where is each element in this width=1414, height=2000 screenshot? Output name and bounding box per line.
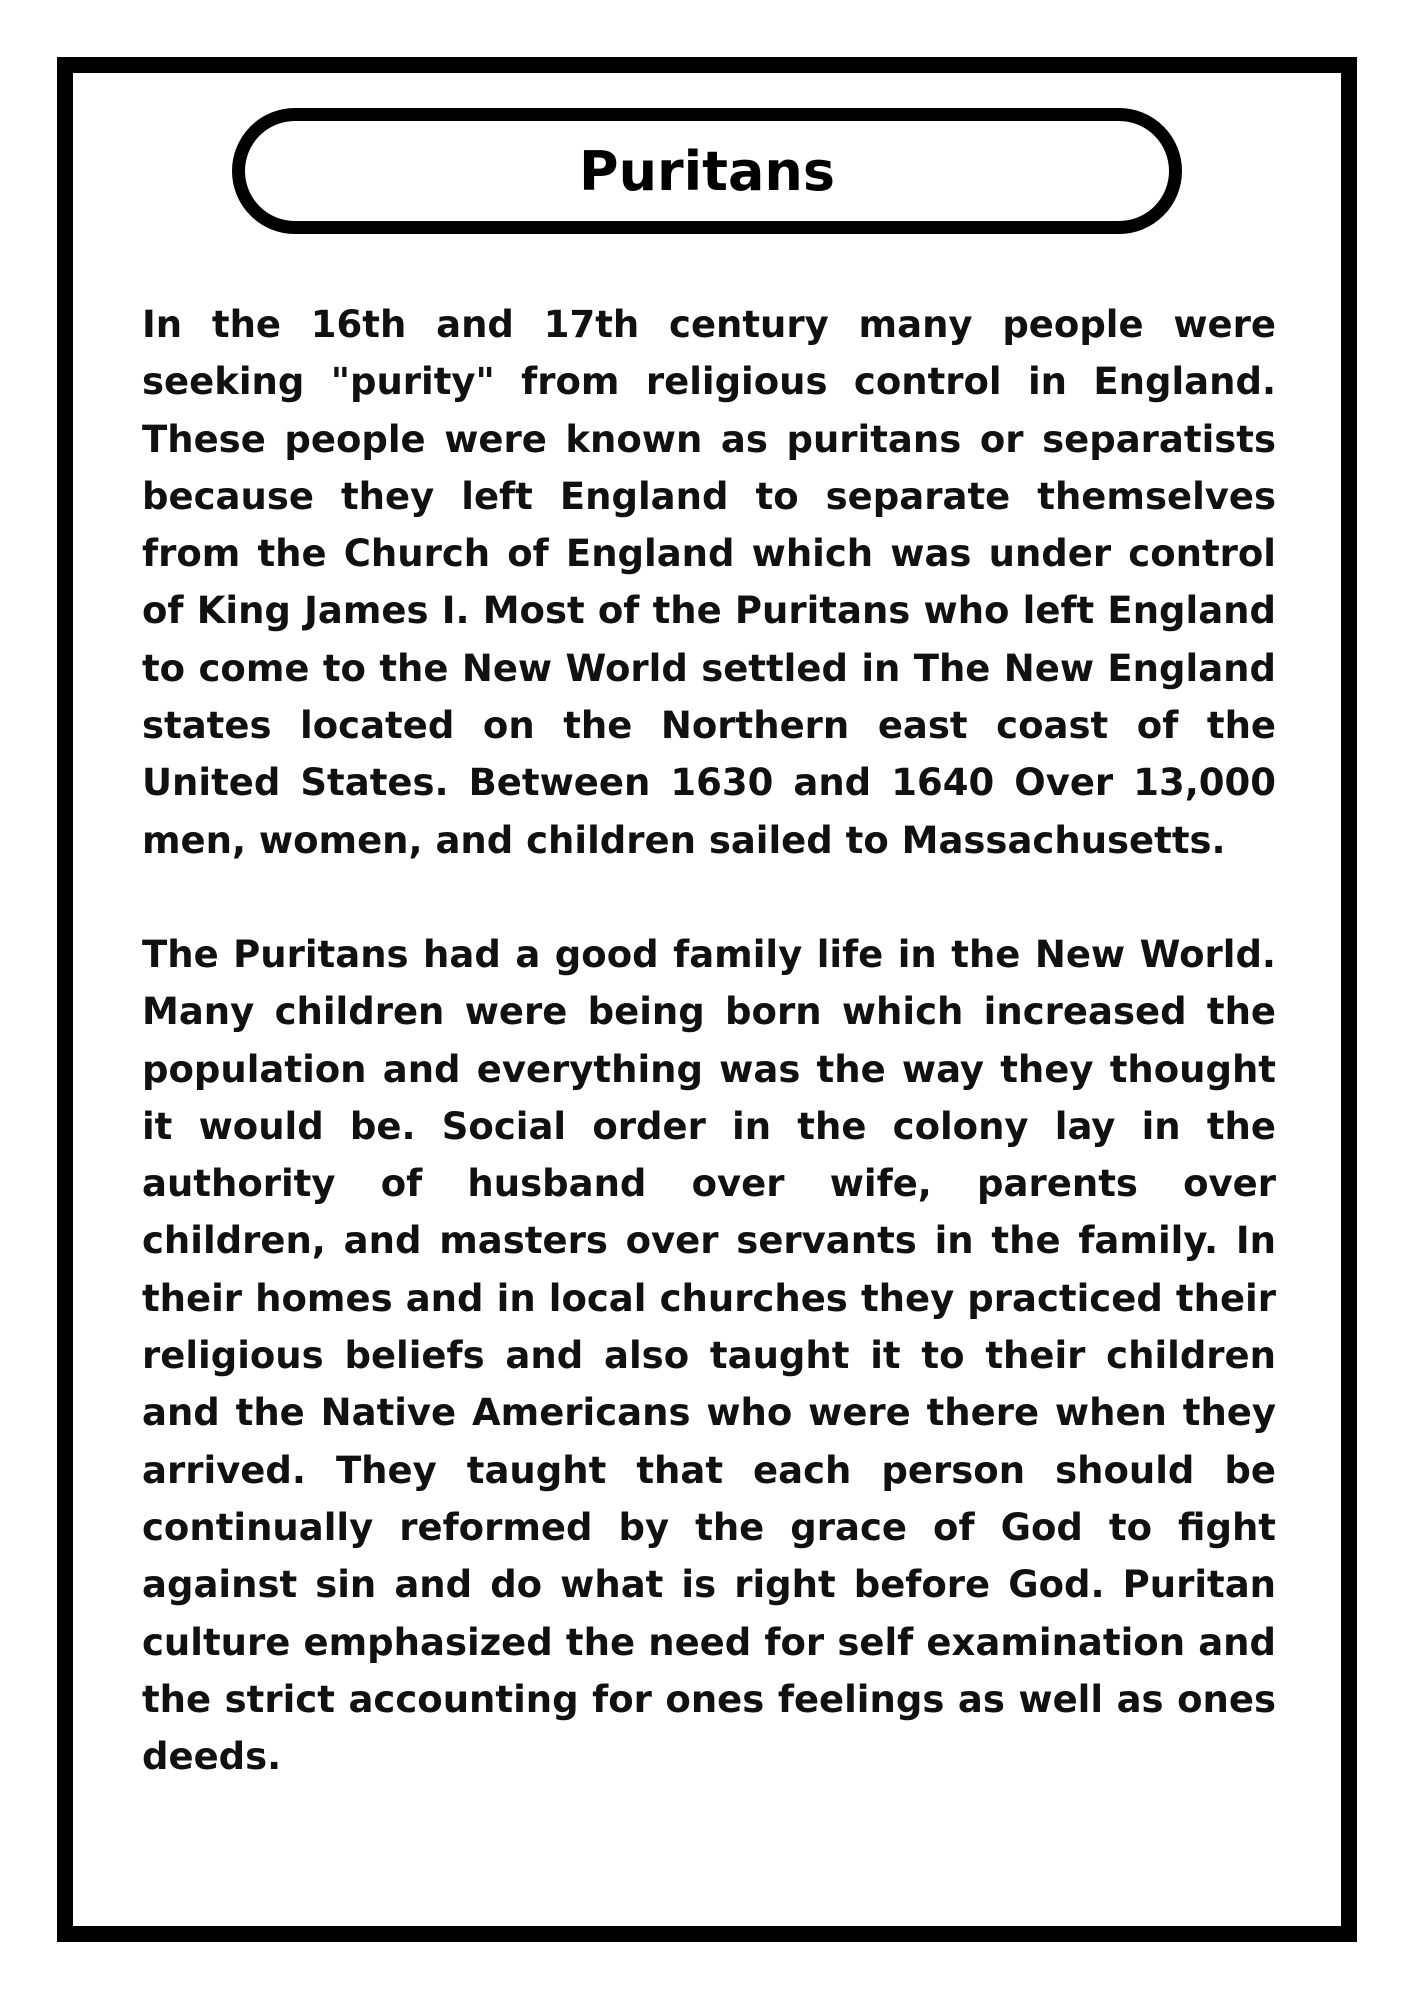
paragraph-intro: In the 16th and 17th century many people were seeking "purity" from religious control in England. These people were known as puritans or separatists because they left England to separate themselves from the Church of England which was under control of King James I. Most of the Puritans who left England to come to the New World settled in The New England states located on the Northern east coast of the United States. Between 1630 and 1640 Over 13,000 men, women, and children sailed to Massachusetts. [142,303,1276,862]
title-banner [232,108,1182,234]
page-title: Puritans [579,139,835,203]
body-text [142,296,1276,1785]
paragraph-family-life: The Puritans had a good family life in the New World. Many children were being born which increased the population and everything was the way they thought it would be. Social order in the colony lay in the authority of husband over wife, parents over children, and masters over servants in the family. In their homes and in local churches they practiced their religious beliefs and also taught it to their children and the Native Americans who were there when they arrived. They taught that each person should be continually reformed by the grace of God to fight against sin and do what is right before God. Puritan culture emphasized the need for self examination and the strict accounting for ones feelings as well as ones deeds. [142,932,1276,1779]
